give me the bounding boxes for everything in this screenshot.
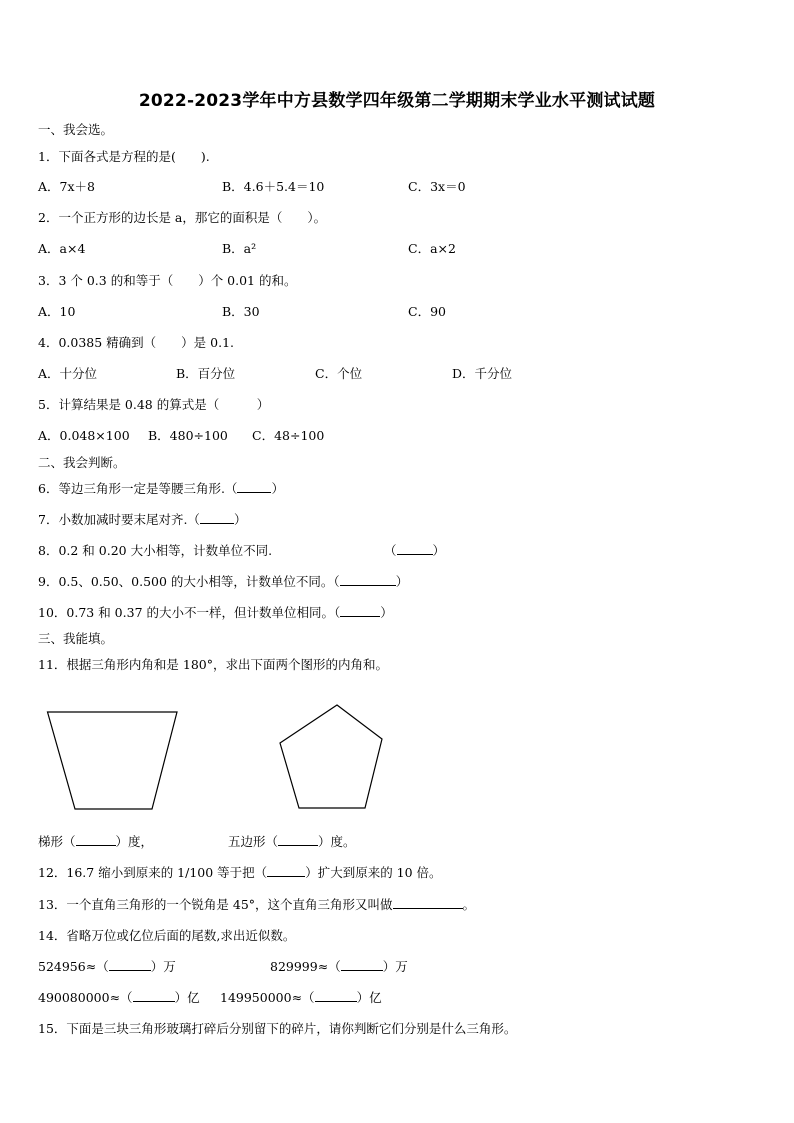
trapezoid-label-end: ）度，	[115, 834, 154, 849]
question-6	[38, 479, 284, 497]
question-1-option-c: C．3x＝0	[408, 179, 466, 194]
question-5-stem: 5．计算结果是 0.48 的算式是（ ）	[38, 397, 270, 412]
question-15-stem: 15．下面是三块三角形玻璃打碎后分别留下的碎片，请你判断它们分别是什么三角形。	[38, 1021, 517, 1036]
q14-r2a-end: ）亿	[174, 990, 200, 1005]
question-8	[38, 541, 272, 559]
question-9	[38, 572, 408, 590]
question-5-option-a: A．0.048×100	[38, 428, 130, 443]
q14-r1b-end: ）万	[382, 959, 408, 974]
question-6-end: ）	[271, 481, 284, 496]
section-heading-1: 一、我会选。	[38, 122, 114, 137]
answer-blank[interactable]	[340, 573, 396, 586]
question-2-option-a: A．a×4	[38, 241, 86, 256]
question-4-option-c: C．个位	[315, 366, 363, 381]
question-14-row1-left	[38, 957, 176, 975]
page-title: 2022-2023学年中方县数学四年级第二学期期末学业水平测试试题	[138, 91, 656, 111]
trapezoid-label: 梯形（	[38, 834, 76, 849]
question-12	[38, 863, 442, 881]
question-12-text: 12．16.7 缩小到原来的 1/100 等于把（	[38, 865, 268, 880]
answer-blank[interactable]	[315, 989, 357, 1002]
question-4-stem: 4．0.0385 精确到（ ）是 0.1.	[38, 335, 234, 350]
question-7	[38, 510, 246, 528]
question-2-stem: 2．一个正方形的边长是 a，那它的面积是（ ）。	[38, 210, 327, 225]
q14-r2b-end: ）亿	[356, 990, 382, 1005]
question-1-option-a: A．7x＋8	[38, 179, 95, 194]
question-9-end: ）	[395, 574, 409, 589]
question-4-option-d: D．千分位	[452, 366, 513, 381]
question-13-text: 13．一个直角三角形的一个锐角是 45°，这个直角三角形又叫做	[38, 897, 393, 912]
question-13-end: 。	[462, 897, 476, 912]
question-14-row2-right	[220, 988, 382, 1006]
section-heading-2: 二、我会判断。	[38, 455, 126, 470]
question-11-pentagon-answer	[228, 832, 356, 850]
question-5-option-b: B．480÷100	[148, 428, 228, 443]
answer-blank[interactable]	[109, 958, 151, 971]
trapezoid-figure	[46, 710, 180, 812]
question-10	[38, 603, 393, 621]
answer-blank[interactable]	[393, 896, 463, 909]
question-11-trapezoid-answer	[38, 832, 153, 850]
question-14-row1-right	[270, 957, 408, 975]
q14-r2a-label: 490080000≈（	[38, 990, 133, 1005]
answer-blank[interactable]	[397, 542, 433, 555]
answer-blank[interactable]	[133, 989, 175, 1002]
q14-r1a-end: ）万	[150, 959, 176, 974]
question-8-open: （	[384, 543, 397, 558]
pentagon-figure	[278, 703, 386, 811]
question-6-text: 6．等边三角形一定是等腰三角形.（	[38, 481, 238, 496]
answer-blank[interactable]	[267, 864, 305, 877]
question-8-text: 8．0.2 和 0.20 大小相等，计数单位不同.	[38, 543, 273, 558]
question-3-option-b: B．30	[222, 304, 260, 319]
question-10-end: ）	[380, 605, 393, 620]
question-4-option-a: A．十分位	[38, 366, 98, 381]
question-4-option-b: B．百分位	[176, 366, 236, 381]
question-10-text: 10．0.73 和 0.37 的大小不一样，但计数单位相同。（	[38, 605, 341, 620]
question-1-option-b: B．4.6＋5.4＝10	[222, 179, 325, 194]
question-3-option-c: C．90	[408, 304, 446, 319]
question-14-row2-left	[38, 988, 200, 1006]
question-3-stem: 3．3 个 0.3 的和等于（ ）个 0.01 的和。	[38, 273, 297, 288]
answer-blank[interactable]	[340, 604, 380, 617]
section-heading-3: 三、我能填。	[38, 631, 114, 646]
question-5-option-c: C．48÷100	[252, 428, 325, 443]
q14-r2b-label: 149950000≈（	[220, 990, 315, 1005]
question-13	[38, 895, 475, 913]
question-2-option-b: B．a²	[222, 241, 257, 256]
question-8-answer	[384, 541, 445, 559]
question-2-option-c: C．a×2	[408, 241, 456, 256]
answer-blank[interactable]	[200, 511, 234, 524]
question-7-text: 7．小数加减时要末尾对齐.（	[38, 512, 200, 527]
answer-blank[interactable]	[341, 958, 383, 971]
question-12-end: ）扩大到原来的 10 倍。	[305, 865, 442, 880]
question-9-text: 9．0.5、0.50、0.500 的大小相等，计数单位不同。（	[38, 574, 340, 589]
pentagon-label-end: ）度。	[318, 834, 356, 849]
question-7-end: ）	[233, 512, 247, 527]
question-3-option-a: A．10	[38, 304, 76, 319]
q14-r1b-label: 829999≈（	[270, 959, 341, 974]
question-1-stem: 1．下面各式是方程的是( ).	[38, 149, 210, 164]
pentagon-label: 五边形（	[228, 834, 279, 849]
answer-blank[interactable]	[76, 833, 116, 846]
question-11-stem: 11．根据三角形内角和是 180°，求出下面两个图形的内角和。	[38, 657, 388, 672]
q14-r1a-label: 524956≈（	[38, 959, 109, 974]
answer-blank[interactable]	[237, 480, 271, 493]
question-14-stem: 14．省略万位或亿位后面的尾数,求出近似数。	[38, 928, 296, 943]
question-8-end: ）	[432, 543, 446, 558]
answer-blank[interactable]	[278, 833, 318, 846]
